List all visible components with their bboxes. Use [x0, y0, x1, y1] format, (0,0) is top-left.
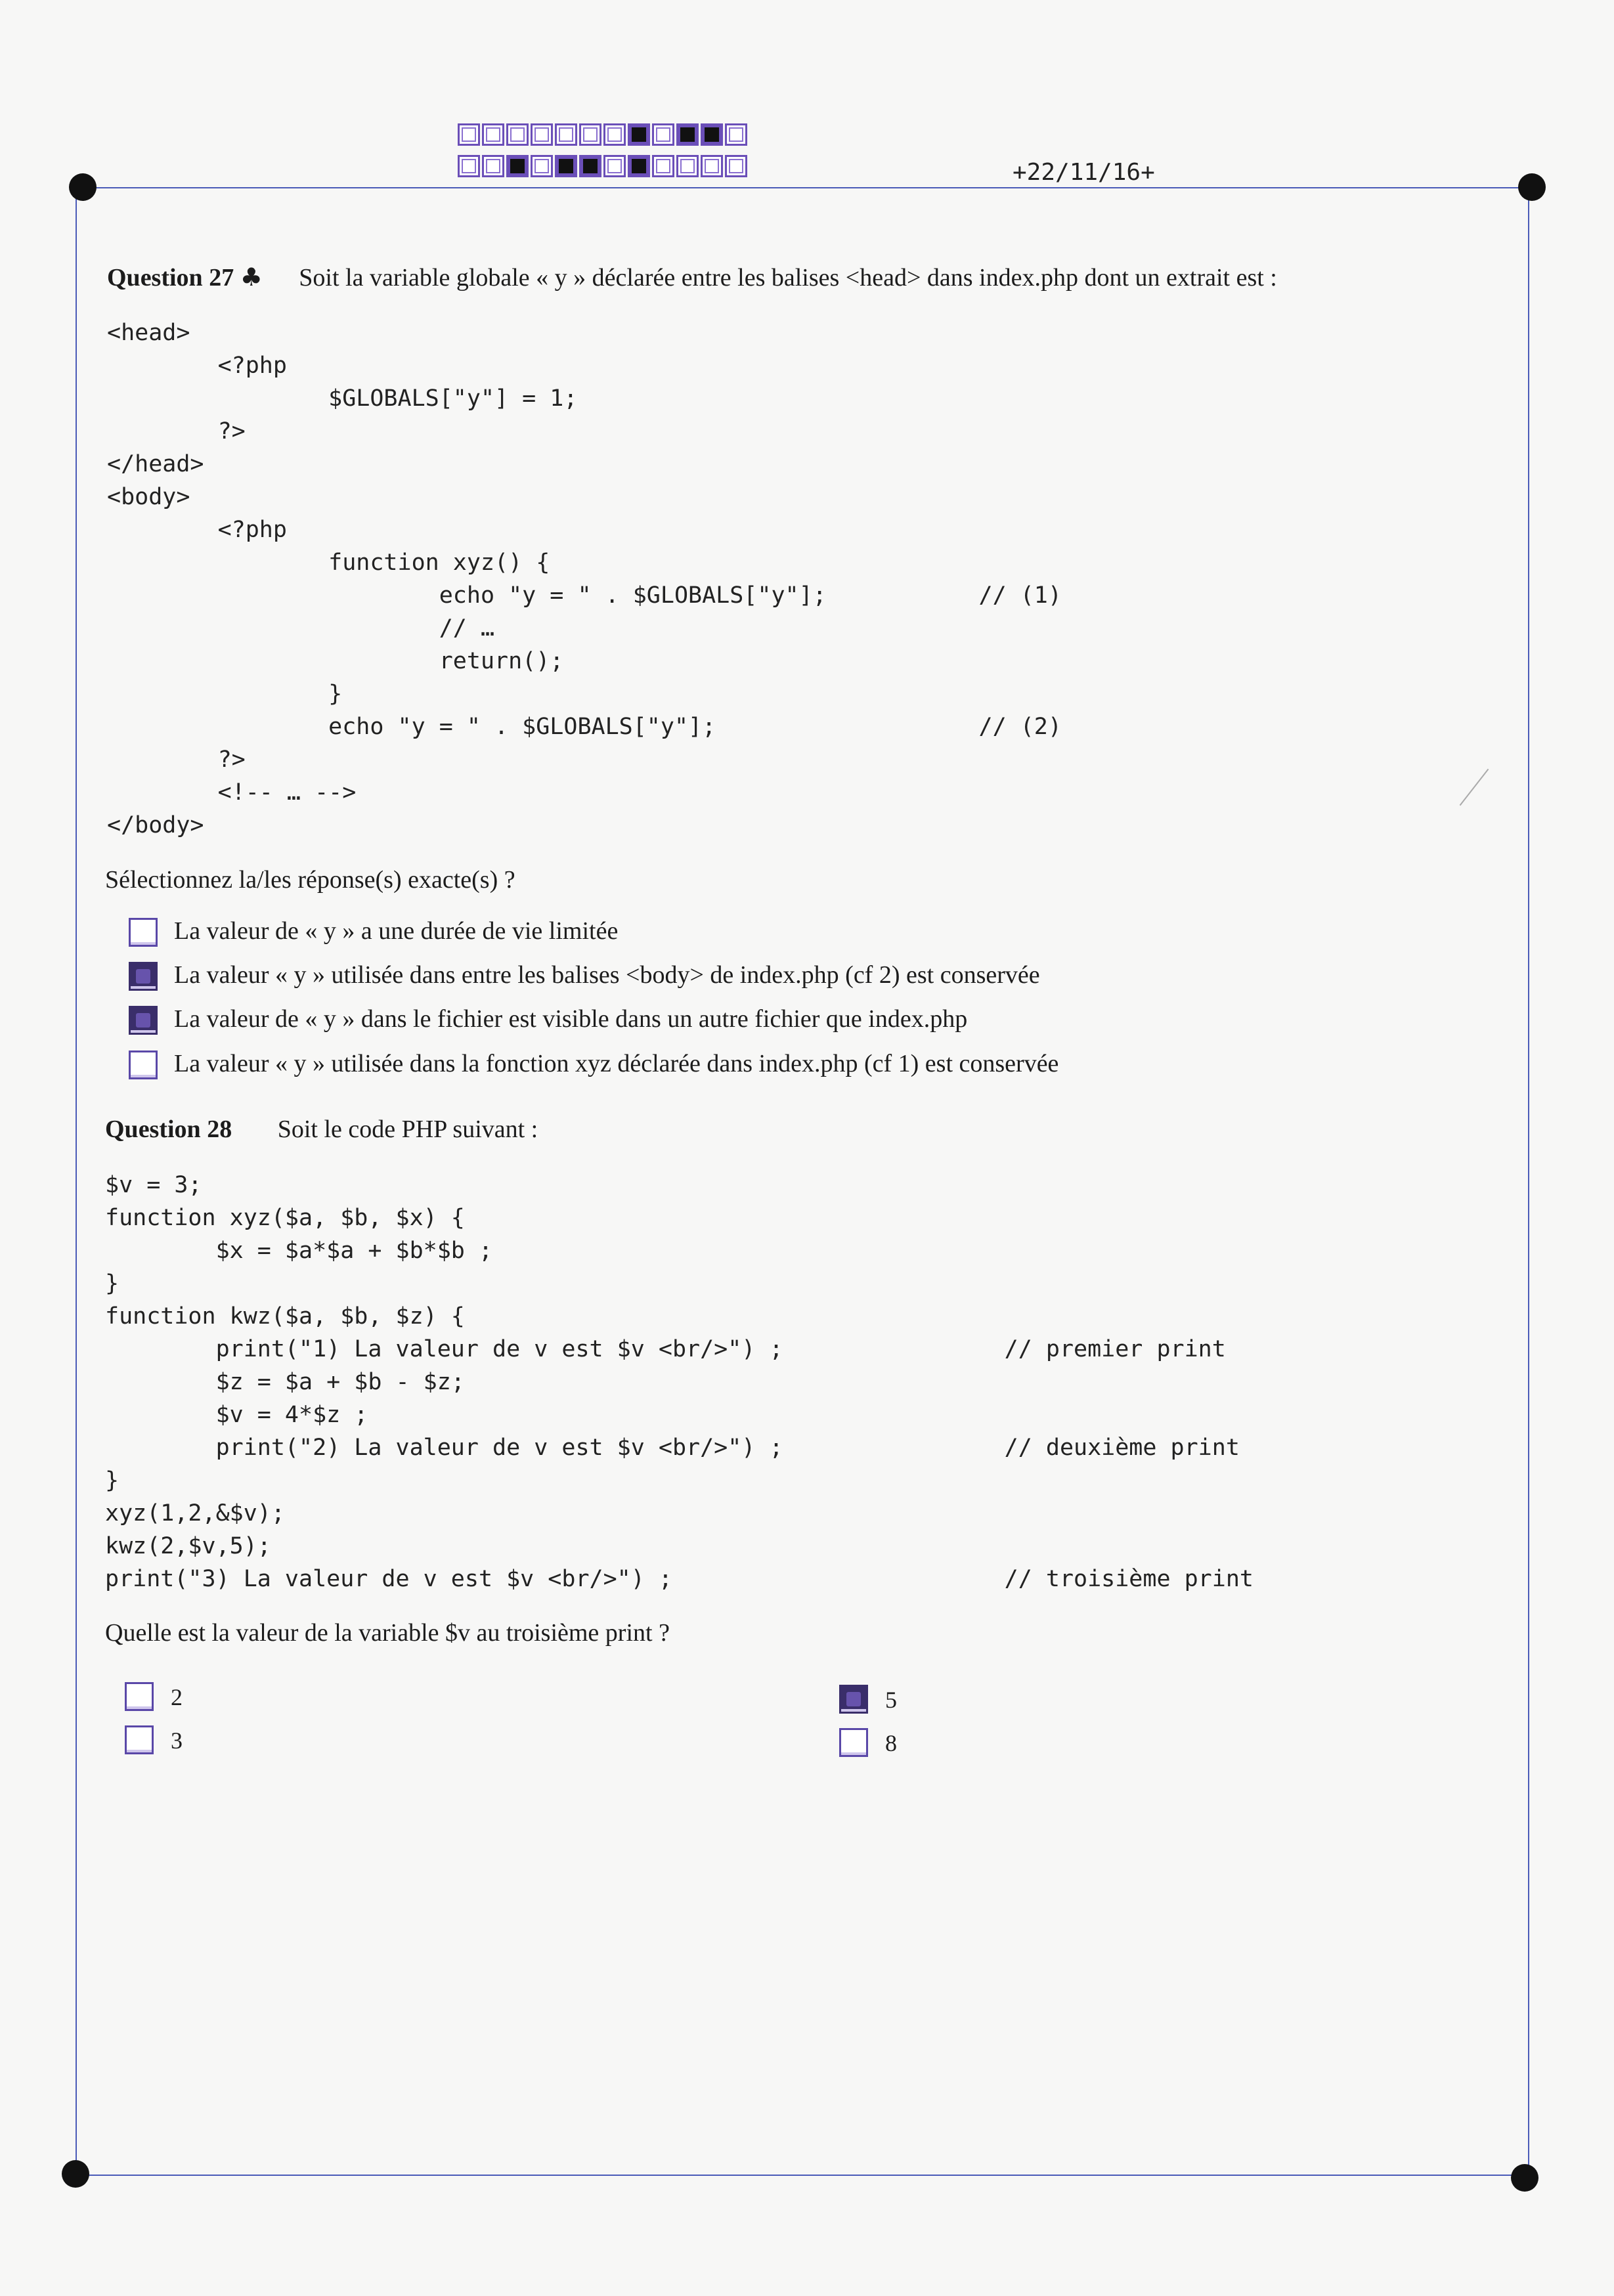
id-code-row-2 — [458, 155, 749, 177]
answer-label: La valeur de « y » a une durée de vie limitée — [174, 917, 619, 945]
id-cell-filled — [555, 155, 577, 177]
id-cell-empty — [555, 123, 577, 146]
question-label: Question 27 — [107, 264, 234, 292]
question-label: Question 28 — [105, 1116, 232, 1143]
answer-checkbox[interactable] — [839, 1685, 868, 1714]
answer-checkbox[interactable] — [125, 1725, 154, 1754]
answer-checkbox[interactable] — [129, 962, 158, 991]
question-prompt: Soit la variable globale « y » déclarée entre les balises <head> dans index.php dont un extrait est : — [299, 264, 1277, 292]
id-cell-filled — [701, 123, 723, 146]
answer-checkbox[interactable] — [839, 1728, 868, 1757]
answer-label: 3 — [171, 1727, 183, 1754]
id-cell-empty — [603, 123, 626, 146]
id-cell-empty — [725, 155, 747, 177]
answer-label: La valeur « y » utilisée dans entre les balises <body> de index.php (cf 2) est conservée — [174, 961, 1040, 989]
id-cell-empty — [482, 123, 504, 146]
answer-label: 2 — [171, 1684, 183, 1710]
page-stamp: +22/11/16+ — [1013, 159, 1155, 186]
frame-bottom — [74, 2175, 1526, 2176]
answer-checkbox[interactable] — [129, 1006, 158, 1035]
question-prompt: Soit le code PHP suivant : — [277, 1116, 538, 1143]
frame-top — [84, 187, 1533, 188]
answer-checkbox[interactable] — [129, 1051, 158, 1079]
id-cell-filled — [506, 155, 529, 177]
pencil-mark — [1460, 769, 1489, 806]
id-cell-empty — [458, 155, 480, 177]
q28-code-block: $v = 3; function xyz($a, $b, $x) { $x = $a*$a + $b*$b ; } function kwz($a, $b, $z) { print("1) La valeur de v est $v <br/>") ; // premier print $z = $a + $b - $z; $v = 4*$z ; print("2) La valeur de v est $v <br/>") ; // deuxième print } xyz(1,2,&$v); kwz(2,$v,5); print("3) La valeur de v est $v <br/>") ; // troisième print — [105, 1172, 1254, 1592]
corner-marker-top-right — [1518, 173, 1546, 201]
id-cell-empty — [531, 123, 553, 146]
question-27-header — [107, 263, 1277, 292]
id-cell-empty — [458, 123, 480, 146]
q28-question: Quelle est la valeur de la variable $v au troisième print ? — [105, 1619, 670, 1647]
id-cell-empty — [725, 123, 747, 146]
id-cell-empty — [652, 123, 674, 146]
id-cell-filled — [676, 123, 699, 146]
id-cell-empty — [652, 155, 674, 177]
q27-code-block: <head> <?php $GLOBALS["y"] = 1; ?> </head> <body> <?php function xyz() { echo "y = " . $GLOBALS["y"]; // (1) // … return(); } echo "y = " . $GLOBALS["y"]; // (2) ?> <!-- … --> </body> — [107, 320, 1062, 838]
corner-marker-top-left — [69, 173, 97, 201]
id-cell-empty — [603, 155, 626, 177]
id-cell-empty — [676, 155, 699, 177]
q27-instruction: Sélectionnez la/les réponse(s) exacte(s) ? — [105, 866, 515, 894]
id-cell-empty — [482, 155, 504, 177]
id-cell-empty — [531, 155, 553, 177]
id-cell-empty — [701, 155, 723, 177]
answer-label: La valeur « y » utilisée dans la fonction xyz déclarée dans index.php (cf 1) est conservée — [174, 1050, 1059, 1077]
answer-label: 5 — [885, 1687, 897, 1713]
corner-marker-bottom-left — [62, 2160, 89, 2188]
corner-marker-bottom-right — [1511, 2164, 1538, 2192]
answer-checkbox[interactable] — [125, 1682, 154, 1711]
id-code-row-1 — [458, 123, 749, 146]
answer-label: La valeur de « y » dans le fichier est visible dans un autre fichier que index.php — [174, 1005, 968, 1033]
id-cell-empty — [506, 123, 529, 146]
frame-left — [76, 187, 77, 2175]
id-cell-empty — [579, 123, 601, 146]
id-cell-filled — [628, 123, 650, 146]
id-cell-filled — [628, 155, 650, 177]
id-cell-filled — [579, 155, 601, 177]
question-28-header — [105, 1115, 538, 1144]
club-icon: ♣ — [240, 263, 263, 292]
answer-checkbox[interactable] — [129, 918, 158, 947]
frame-right — [1528, 187, 1529, 2175]
answer-label: 8 — [885, 1730, 897, 1756]
